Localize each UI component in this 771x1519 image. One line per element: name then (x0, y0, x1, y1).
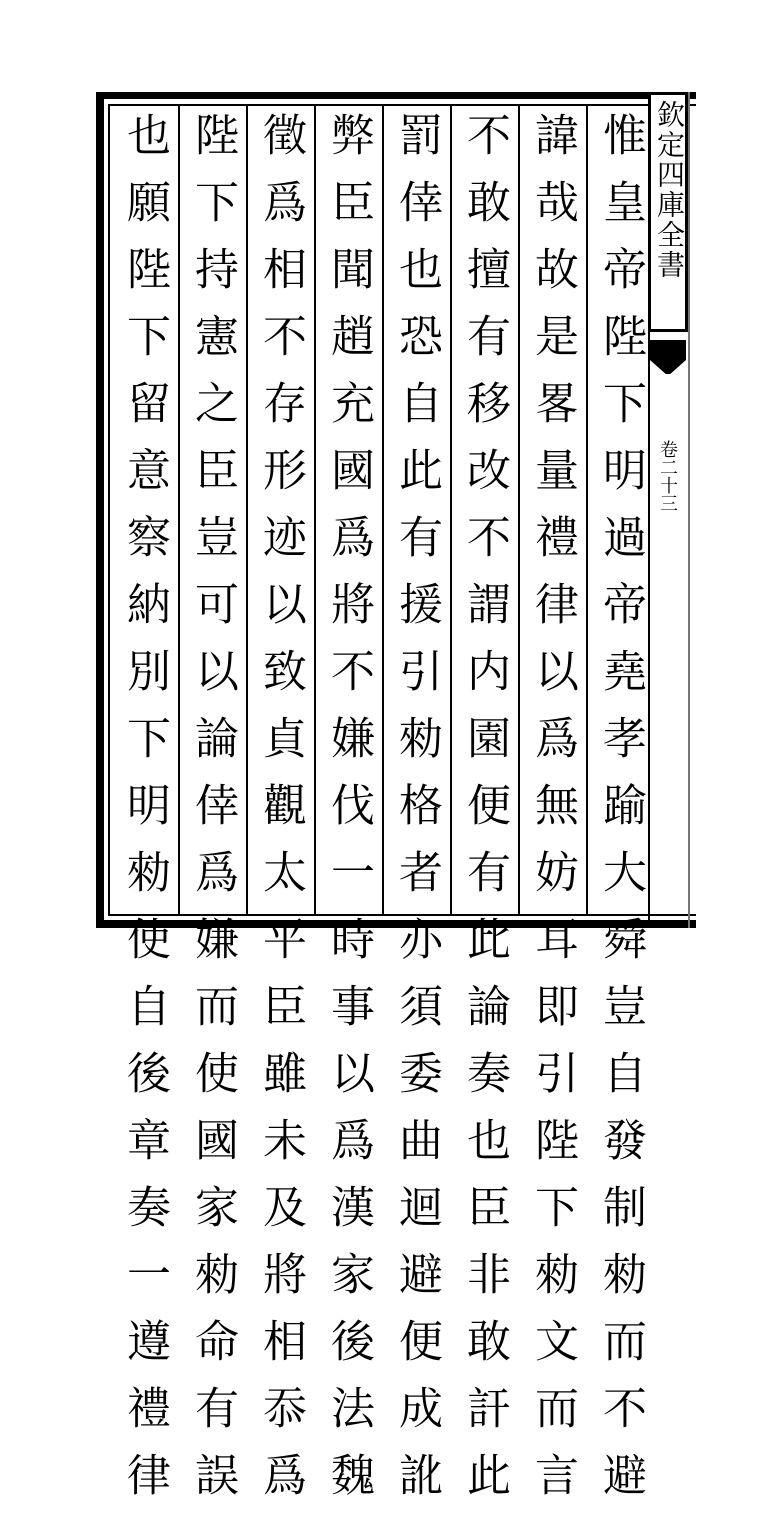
column-text: 也願陛下留意察納別下明勑使自後章奏一遵禮律 (119, 112, 170, 1519)
fish-tail-notch (650, 360, 686, 376)
column-text: 不敢擅有移改不謂内園便有此論奏也臣非敢訐此 (459, 112, 510, 1519)
column-text: 罰倖也恐自此有援引勑格者亦須委曲迴避便成訛 (391, 112, 442, 1519)
text-column-6 (248, 112, 312, 1519)
margin-edge-line (688, 92, 690, 928)
text-column-1 (588, 112, 652, 1519)
column-text: 陛下持憲之臣豈可以論倖爲嫌而使國家勑命有誤 (187, 112, 238, 1519)
text-column-8 (112, 112, 176, 1519)
text-column-7 (180, 112, 244, 1519)
column-text: 弊臣聞趙充國爲將不嫌伐一時事以爲漢家後法魏 (323, 112, 374, 1519)
column-text: 諱哉故是畧量禮律以爲無妨耳即引陛下勑文而言 (527, 112, 578, 1519)
text-column-2 (520, 112, 584, 1519)
book-title: 欽定四庫全書 (653, 100, 686, 280)
text-column-3 (452, 112, 516, 1519)
column-text: 徵爲相不存形迹以致貞觀太平臣雖未及將相忝爲 (255, 112, 306, 1519)
text-column-4 (384, 112, 448, 1519)
volume-label: 卷二十三 (657, 440, 678, 512)
text-column-5 (316, 112, 380, 1519)
column-text: 惟皇帝陛下明過帝堯孝踰大舜豈自發制勑而不避 (595, 112, 646, 1519)
